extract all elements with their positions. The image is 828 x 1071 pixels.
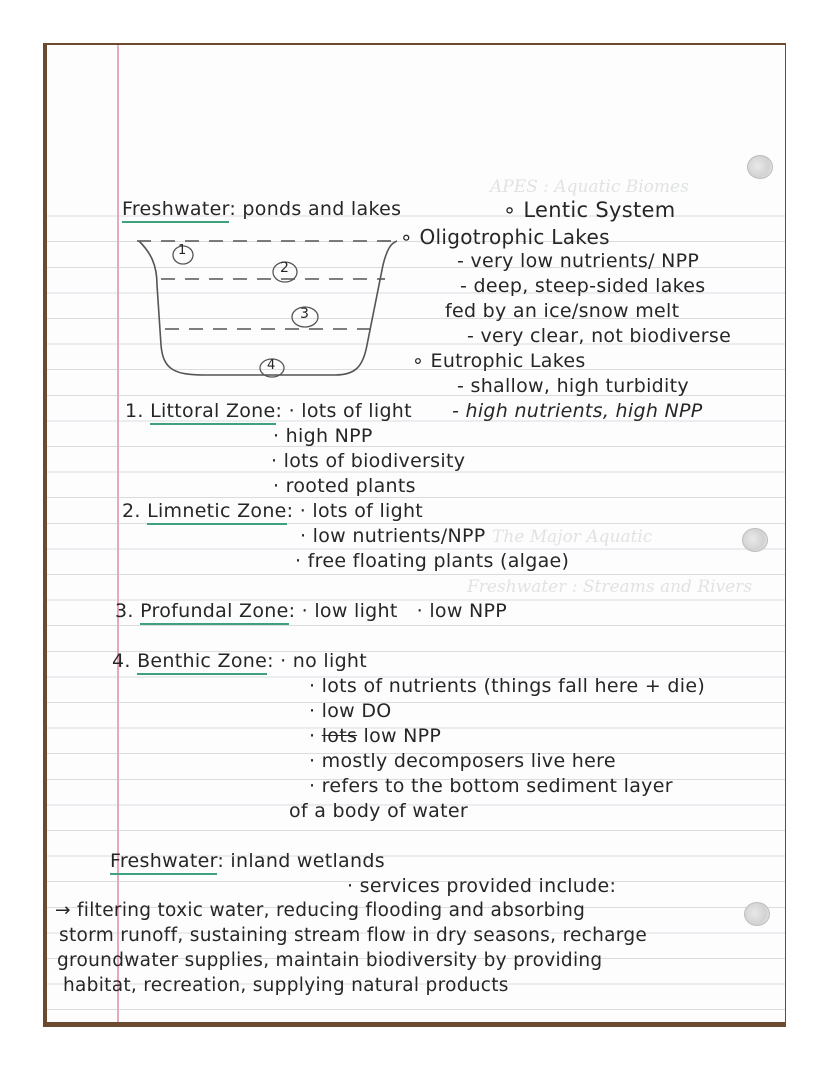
zone-profundal-header: 3. Profundal Zone: · low light · low NPP xyxy=(115,600,507,622)
services-line: habitat, recreation, supplying natural products xyxy=(63,975,509,996)
diagram-label-3: 3 xyxy=(300,306,310,322)
zone-point: · low NPP xyxy=(416,600,508,622)
oligotrophic-point: fed by an ice/snow melt xyxy=(445,300,680,322)
zone-point: of a body of water xyxy=(289,800,468,822)
diagram-label-4: 4 xyxy=(267,358,276,373)
zone-benthic-header: 4. Benthic Zone: · no light xyxy=(112,650,367,672)
diagram-label-1: 1 xyxy=(178,243,187,258)
zone-name: Benthic Zone xyxy=(137,650,267,675)
hole-punch-middle xyxy=(742,528,768,552)
section-heading-ponds-lakes xyxy=(122,198,401,220)
oligotrophic-point: - very low nutrients/ NPP xyxy=(457,250,700,272)
zone-point: · low nutrients/NPP xyxy=(300,525,486,547)
zone-point: · low light xyxy=(301,600,398,622)
zone-name: Profundal Zone xyxy=(140,600,289,625)
zone-point: · mostly decomposers live here xyxy=(309,750,616,772)
heading-underlined: Freshwater xyxy=(110,850,217,875)
bleed-through-text: The Major Aquatic xyxy=(492,527,653,547)
zone-point: low NPP xyxy=(363,725,442,747)
heading-subtitle: : ponds and lakes xyxy=(229,198,402,220)
zone-point: · rooted plants xyxy=(273,475,416,497)
zone-littoral-header: 1. Littoral Zone: · lots of light xyxy=(125,400,412,422)
zone-number: 3. xyxy=(115,600,134,622)
bleed-through-text: Freshwater : Streams and Rivers xyxy=(467,577,753,597)
zone-number: 4. xyxy=(112,650,131,672)
oligotrophic-title: ∘ Oligotrophic Lakes xyxy=(400,225,610,249)
notebook-page xyxy=(47,45,785,1022)
services-line: groundwater supplies, maintain biodiversity by providing xyxy=(57,950,603,971)
zone-point: · high NPP xyxy=(273,425,373,447)
heading-subtitle: : inland wetlands xyxy=(217,850,385,872)
diagram-label-2: 2 xyxy=(280,260,290,276)
oligotrophic-point: - very clear, not biodiverse xyxy=(467,325,732,347)
hole-punch-top xyxy=(747,155,773,179)
eutrophic-title: ∘ Eutrophic Lakes xyxy=(412,350,586,372)
zone-point: · lots of biodiversity xyxy=(271,450,466,472)
zone-point: · lots of nutrients (things fall here + die) xyxy=(309,675,706,697)
services-title: · services provided include: xyxy=(347,875,617,897)
zone-point: · lots of light xyxy=(288,400,412,422)
lentic-system: ∘ Lentic System xyxy=(503,198,676,222)
oligotrophic-point: - deep, steep-sided lakes xyxy=(460,275,706,297)
eutrophic-point: - shallow, high turbidity xyxy=(457,375,689,397)
section-heading-wetlands xyxy=(110,850,385,872)
hole-punch-bottom xyxy=(744,902,770,926)
zone-name: Littoral Zone xyxy=(150,400,275,425)
zone-point-corrected: · lots low NPP xyxy=(309,725,442,747)
zone-number: 1. xyxy=(125,400,144,422)
zone-name: Limnetic Zone xyxy=(147,500,287,525)
services-line: → filtering toxic water, reducing flooding and absorbing xyxy=(55,900,586,921)
zone-point: · low DO xyxy=(309,700,392,722)
zone-point: · free floating plants (algae) xyxy=(295,550,570,572)
zone-number: 2. xyxy=(122,500,141,522)
zone-point: · lots of light xyxy=(299,500,424,522)
eutrophic-point: - high nutrients, high NPP xyxy=(452,400,703,422)
heading-underlined: Freshwater xyxy=(122,198,229,223)
margin-line xyxy=(117,45,119,1022)
zone-point: · no light xyxy=(280,650,368,672)
zone-point: · refers to the bottom sediment layer xyxy=(309,775,673,797)
services-line: storm runoff, sustaining stream flow in dry seasons, recharge xyxy=(59,925,648,946)
struck-word: lots xyxy=(321,725,358,747)
bleed-through-text: APES : Aquatic Biomes xyxy=(490,177,689,197)
zone-limnetic-header: 2. Limnetic Zone: · lots of light xyxy=(122,500,423,522)
page-top-blank xyxy=(47,45,785,191)
